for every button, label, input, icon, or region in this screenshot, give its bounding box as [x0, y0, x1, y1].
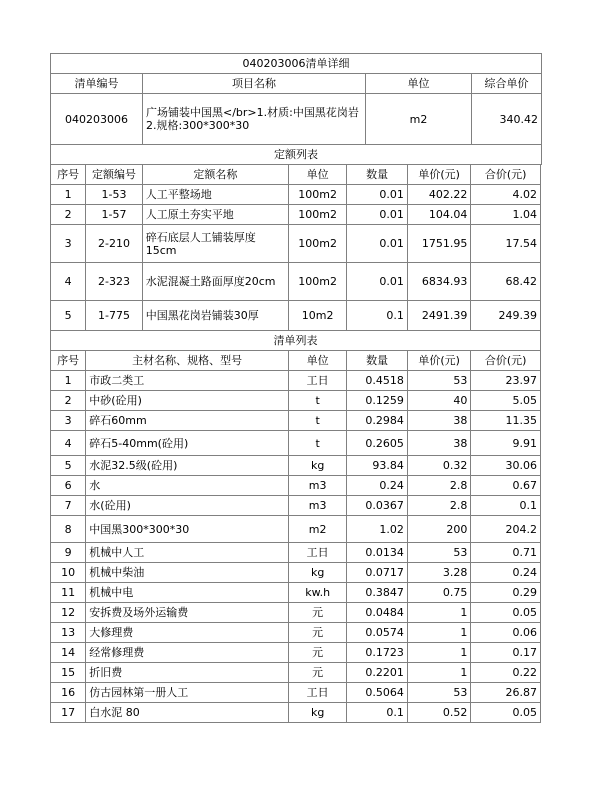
table-row — [51, 225, 541, 263]
quota-header-row — [51, 165, 541, 185]
material-no: 1 — [51, 371, 86, 391]
quota-no: 4 — [51, 263, 86, 301]
quota-col-no: 序号 — [51, 165, 86, 185]
material-no: 14 — [51, 643, 86, 663]
material-total: 204.2 — [471, 516, 541, 543]
material-price: 53 — [407, 371, 471, 391]
material-total: 0.05 — [471, 703, 541, 723]
material-qty: 0.3847 — [347, 583, 407, 603]
materials-col-no: 序号 — [51, 351, 86, 371]
material-name: 安拆费及场外运输费 — [86, 603, 289, 623]
quota-name: 水泥混凝土路面厚度20cm — [142, 263, 288, 301]
table-row — [51, 563, 541, 583]
material-name: 经常修理费 — [86, 643, 289, 663]
quota-qty: 0.01 — [347, 205, 407, 225]
material-qty: 0.2984 — [347, 411, 407, 431]
material-name: 机械中人工 — [86, 543, 289, 563]
item-name: 广场铺装中国黑</br>1.材质:中国黑花岗岩 2.规格:300*300*30 — [143, 94, 366, 145]
material-price: 2.8 — [407, 476, 471, 496]
table-row — [51, 603, 541, 623]
material-unit: t — [288, 411, 346, 431]
material-total: 0.17 — [471, 643, 541, 663]
material-qty: 0.2201 — [347, 663, 407, 683]
quota-unit: 100m2 — [288, 185, 346, 205]
material-unit: 元 — [288, 643, 346, 663]
page-title: 040203006清单详细 — [51, 54, 542, 74]
quota-code: 1-775 — [86, 301, 142, 331]
quota-code: 1-53 — [86, 185, 142, 205]
material-unit: 工日 — [288, 543, 346, 563]
material-name: 机械中柴油 — [86, 563, 289, 583]
material-no: 8 — [51, 516, 86, 543]
material-no: 5 — [51, 456, 86, 476]
material-unit: t — [288, 431, 346, 456]
material-qty: 0.1 — [347, 703, 407, 723]
table-row — [51, 623, 541, 643]
material-unit: kg — [288, 703, 346, 723]
table-row — [51, 643, 541, 663]
quota-qty: 0.01 — [347, 225, 407, 263]
material-unit: m3 — [288, 496, 346, 516]
material-qty: 0.1723 — [347, 643, 407, 663]
table-row — [51, 683, 541, 703]
material-qty: 0.2605 — [347, 431, 407, 456]
quota-total: 249.39 — [471, 301, 541, 331]
material-price: 0.75 — [407, 583, 471, 603]
material-unit: t — [288, 391, 346, 411]
item-price: 340.42 — [472, 94, 542, 145]
table-row — [51, 431, 541, 456]
item-unit: m2 — [366, 94, 472, 145]
material-qty: 93.84 — [347, 456, 407, 476]
material-unit: 工日 — [288, 683, 346, 703]
quota-col-total: 合价(元) — [471, 165, 541, 185]
quota-qty: 0.01 — [347, 185, 407, 205]
table-row — [51, 543, 541, 563]
material-no: 9 — [51, 543, 86, 563]
quota-name: 碎石底层人工铺装厚度15cm — [142, 225, 288, 263]
col-header-price: 综合单价 — [472, 74, 542, 94]
material-name: 白水泥 80 — [86, 703, 289, 723]
material-total: 23.97 — [471, 371, 541, 391]
quota-col-name: 定额名称 — [142, 165, 288, 185]
material-qty: 0.0134 — [347, 543, 407, 563]
table-row — [51, 411, 541, 431]
material-total: 0.67 — [471, 476, 541, 496]
material-total: 9.91 — [471, 431, 541, 456]
material-total: 5.05 — [471, 391, 541, 411]
material-no: 15 — [51, 663, 86, 683]
material-no: 13 — [51, 623, 86, 643]
material-price: 1 — [407, 643, 471, 663]
item-code: 040203006 — [51, 94, 143, 145]
material-total: 0.1 — [471, 496, 541, 516]
material-price: 3.28 — [407, 563, 471, 583]
material-no: 12 — [51, 603, 86, 623]
materials-rows — [51, 371, 541, 723]
table-row — [51, 205, 541, 225]
quota-price: 104.04 — [407, 205, 471, 225]
materials-col-total: 合价(元) — [471, 351, 541, 371]
material-price: 2.8 — [407, 496, 471, 516]
quota-total: 68.42 — [471, 263, 541, 301]
quota-price: 402.22 — [407, 185, 471, 205]
table-row — [51, 663, 541, 683]
materials-col-name: 主材名称、规格、型号 — [86, 351, 289, 371]
material-name: 水 — [86, 476, 289, 496]
quota-code: 2-323 — [86, 263, 142, 301]
material-name: 折旧费 — [86, 663, 289, 683]
quota-total: 17.54 — [471, 225, 541, 263]
material-price: 1 — [407, 603, 471, 623]
quota-qty: 0.01 — [347, 263, 407, 301]
material-name: 水(砼用) — [86, 496, 289, 516]
material-name: 中砂(砼用) — [86, 391, 289, 411]
material-no: 17 — [51, 703, 86, 723]
quota-section-title: 定额列表 — [51, 145, 542, 165]
quota-unit: 10m2 — [288, 301, 346, 331]
material-unit: m2 — [288, 516, 346, 543]
quota-price: 2491.39 — [407, 301, 471, 331]
material-total: 0.22 — [471, 663, 541, 683]
quota-price: 1751.95 — [407, 225, 471, 263]
materials-col-price: 单价(元) — [407, 351, 471, 371]
material-no: 6 — [51, 476, 86, 496]
material-qty: 0.5064 — [347, 683, 407, 703]
quota-no: 2 — [51, 205, 86, 225]
material-qty: 0.4518 — [347, 371, 407, 391]
material-unit: m3 — [288, 476, 346, 496]
material-price: 53 — [407, 683, 471, 703]
material-total: 30.06 — [471, 456, 541, 476]
quota-unit: 100m2 — [288, 225, 346, 263]
material-no: 11 — [51, 583, 86, 603]
material-unit: kg — [288, 563, 346, 583]
quota-col-price: 单价(元) — [407, 165, 471, 185]
material-name: 碎石5-40mm(砼用) — [86, 431, 289, 456]
materials-col-qty: 数量 — [347, 351, 407, 371]
material-total: 0.29 — [471, 583, 541, 603]
quota-no: 1 — [51, 185, 86, 205]
table-row — [51, 301, 541, 331]
material-no: 10 — [51, 563, 86, 583]
material-unit: 元 — [288, 603, 346, 623]
quota-price: 6834.93 — [407, 263, 471, 301]
material-price: 1 — [407, 623, 471, 643]
material-no: 4 — [51, 431, 86, 456]
col-header-code: 清单编号 — [51, 74, 143, 94]
quota-table — [50, 164, 541, 351]
table-row — [51, 371, 541, 391]
material-total: 11.35 — [471, 411, 541, 431]
quota-col-unit: 单位 — [288, 165, 346, 185]
material-total: 0.71 — [471, 543, 541, 563]
material-qty: 0.0484 — [347, 603, 407, 623]
material-price: 38 — [407, 431, 471, 456]
quota-col-qty: 数量 — [347, 165, 407, 185]
material-no: 7 — [51, 496, 86, 516]
material-total: 0.24 — [471, 563, 541, 583]
material-price: 38 — [407, 411, 471, 431]
material-total: 26.87 — [471, 683, 541, 703]
material-price: 53 — [407, 543, 471, 563]
materials-col-unit: 单位 — [288, 351, 346, 371]
material-name: 大修理费 — [86, 623, 289, 643]
material-qty: 0.1259 — [347, 391, 407, 411]
quota-total: 1.04 — [471, 205, 541, 225]
table-row — [51, 263, 541, 301]
table-row — [51, 703, 541, 723]
material-unit: kg — [288, 456, 346, 476]
material-unit: 元 — [288, 663, 346, 683]
material-qty: 0.0574 — [347, 623, 407, 643]
material-name: 机械中电 — [86, 583, 289, 603]
table-row — [51, 456, 541, 476]
col-header-name: 项目名称 — [143, 74, 366, 94]
material-qty: 1.02 — [347, 516, 407, 543]
material-name: 中国黑300*300*30 — [86, 516, 289, 543]
material-no: 16 — [51, 683, 86, 703]
table-row — [51, 391, 541, 411]
quota-no: 3 — [51, 225, 86, 263]
material-qty: 0.0717 — [347, 563, 407, 583]
detail-table — [50, 53, 542, 165]
materials-section-title: 清单列表 — [51, 331, 541, 351]
quota-name: 人工平整场地 — [142, 185, 288, 205]
material-price: 0.32 — [407, 456, 471, 476]
material-name: 仿古园林第一册人工 — [86, 683, 289, 703]
material-name: 水泥32.5级(砼用) — [86, 456, 289, 476]
quota-name: 人工原土夯实平地 — [142, 205, 288, 225]
material-price: 40 — [407, 391, 471, 411]
quota-code: 1-57 — [86, 205, 142, 225]
material-price: 200 — [407, 516, 471, 543]
col-header-unit: 单位 — [366, 74, 472, 94]
quota-name: 中国黑花岗岩铺装30厚 — [142, 301, 288, 331]
material-price: 1 — [407, 663, 471, 683]
table-row — [51, 583, 541, 603]
quota-total: 4.02 — [471, 185, 541, 205]
materials-header-row — [51, 351, 541, 371]
quota-unit: 100m2 — [288, 205, 346, 225]
materials-table — [50, 350, 541, 723]
material-no: 3 — [51, 411, 86, 431]
quota-no: 5 — [51, 301, 86, 331]
material-price: 0.52 — [407, 703, 471, 723]
material-total: 0.06 — [471, 623, 541, 643]
table-row — [51, 516, 541, 543]
quota-col-code: 定额编号 — [86, 165, 142, 185]
material-qty: 0.0367 — [347, 496, 407, 516]
table-row — [51, 496, 541, 516]
quota-rows — [51, 185, 541, 351]
material-no: 2 — [51, 391, 86, 411]
material-unit: kw.h — [288, 583, 346, 603]
quota-code: 2-210 — [86, 225, 142, 263]
material-unit: 元 — [288, 623, 346, 643]
material-name: 市政二类工 — [86, 371, 289, 391]
quota-unit: 100m2 — [288, 263, 346, 301]
material-name: 碎石60mm — [86, 411, 289, 431]
material-total: 0.05 — [471, 603, 541, 623]
quota-qty: 0.1 — [347, 301, 407, 331]
material-unit: 工日 — [288, 371, 346, 391]
material-qty: 0.24 — [347, 476, 407, 496]
table-row — [51, 185, 541, 205]
table-row — [51, 476, 541, 496]
